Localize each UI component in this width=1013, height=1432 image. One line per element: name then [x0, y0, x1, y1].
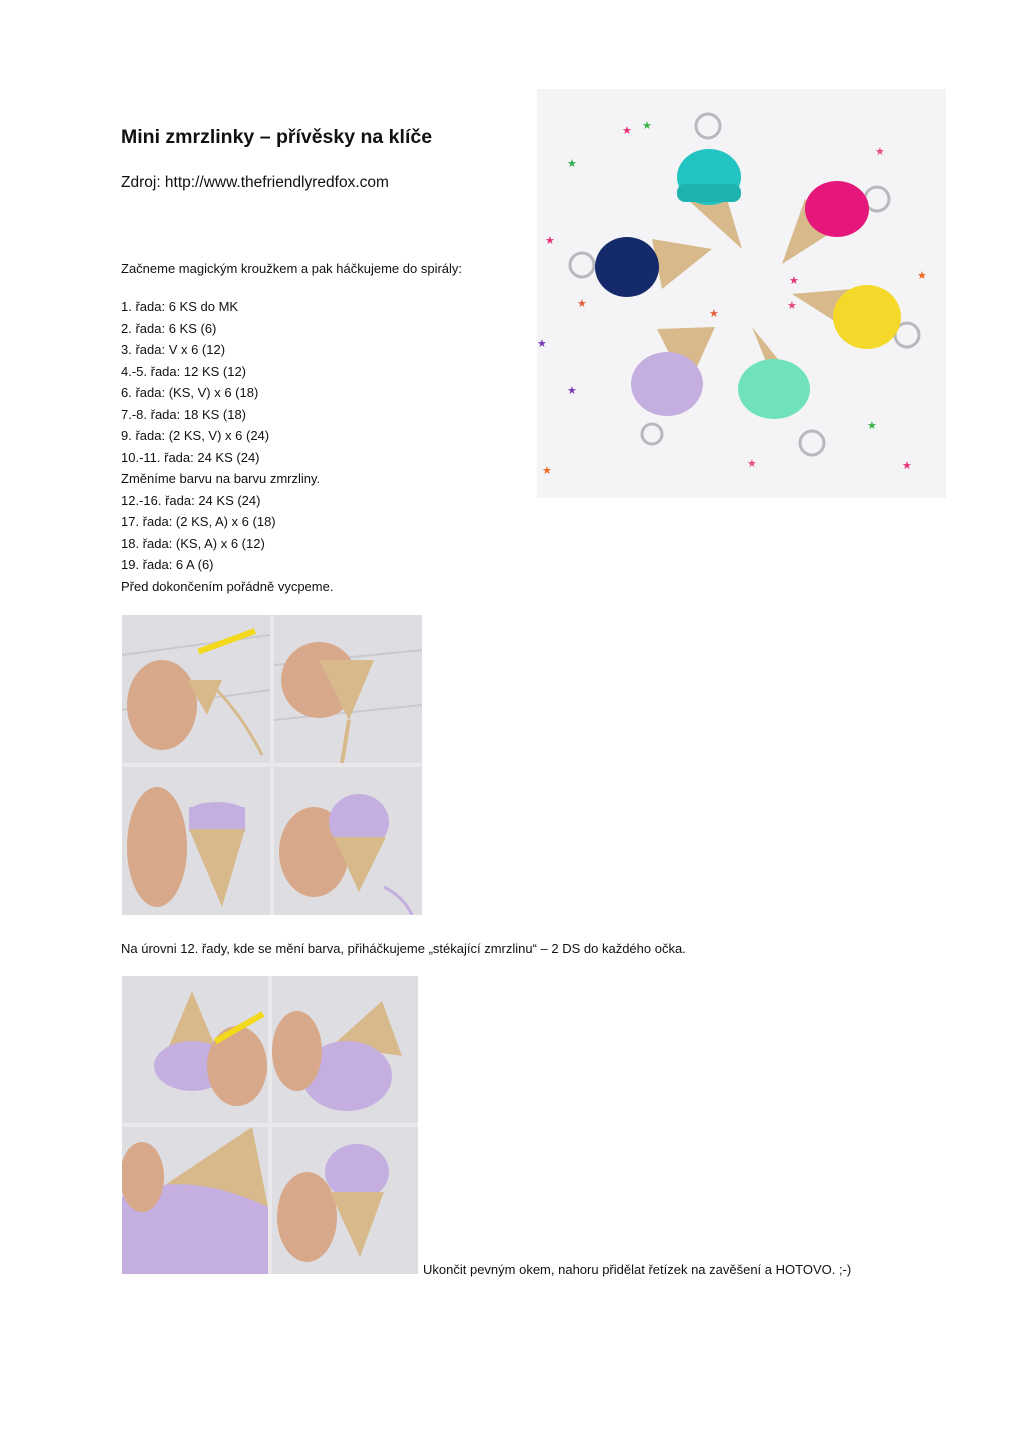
row-line: 1. řada: 6 KS do MK: [121, 299, 239, 314]
photo-grid-drip: [122, 976, 418, 1274]
svg-text:★: ★: [789, 274, 799, 287]
drip-instruction: Na úrovni 12. řady, kde se mění barva, přiháčkujeme „stékající zmrzlinu“ – 2 DS do každého očka.: [121, 941, 686, 956]
photo-cone-start: [122, 615, 270, 763]
row-line: 17. řada: (2 KS, A) x 6 (18): [121, 514, 276, 529]
row-line: 3. řada: V x 6 (12): [121, 342, 226, 357]
row-line: 6. řada: (KS, V) x 6 (18): [121, 385, 259, 400]
photo-icecream-top: [274, 767, 422, 915]
svg-text:★: ★: [787, 299, 797, 312]
row-line: Před dokončením pořádně vycpeme.: [121, 578, 334, 594]
svg-text:★: ★: [709, 307, 719, 320]
photo-drip-progress: [272, 976, 418, 1123]
svg-text:★: ★: [902, 459, 912, 472]
row-line: 12.-16. řada: 24 KS (24): [121, 492, 261, 508]
svg-text:★: ★: [875, 145, 885, 158]
rows-list: [121, 296, 521, 597]
final-instruction: Ukončit pevným okem, nahoru přidělat řetízek na zavěšení a HOTOVO. ;-): [423, 1262, 852, 1277]
svg-text:★: ★: [642, 119, 652, 132]
svg-text:★: ★: [622, 124, 632, 137]
intro-text: Začneme magickým kroužkem a pak háčkujeme do spirály:: [121, 261, 463, 276]
svg-text:★: ★: [537, 337, 547, 350]
page-title: Mini zmrzlinky – přívěsky na klíče: [121, 126, 433, 148]
row-line: 18. řada: (KS, A) x 6 (12): [121, 535, 265, 551]
row-line: 4.-5. řada: 12 KS (12): [121, 363, 247, 379]
svg-text:★: ★: [747, 457, 757, 470]
row-line: 9. řada: (2 KS, V) x 6 (24): [121, 428, 270, 443]
photo-color-change: [122, 767, 270, 915]
photo-grid-cone: [122, 615, 422, 915]
svg-text:★: ★: [577, 297, 587, 310]
svg-text:★: ★: [867, 419, 877, 432]
row-line: 2. řada: 6 KS (6): [121, 320, 217, 336]
svg-text:★: ★: [545, 234, 555, 247]
photo-drip-start: [122, 976, 268, 1123]
hero-photo-keychains: [537, 89, 946, 498]
svg-text:★: ★: [542, 464, 552, 477]
row-line: 7.-8. řada: 18 KS (18): [121, 406, 247, 422]
photo-finished-icecream: [272, 1127, 418, 1274]
row-line: 10.-11. řada: 24 KS (24): [121, 449, 260, 465]
row-line: Změníme barvu na barvu zmrzliny.: [121, 471, 321, 486]
svg-text:★: ★: [917, 269, 927, 282]
photo-cone-complete: [274, 615, 422, 763]
row-line: 19. řada: 6 A (6): [121, 557, 214, 572]
source-link[interactable]: Zdroj: http://www.thefriendlyredfox.com: [121, 174, 389, 191]
svg-text:★: ★: [567, 157, 577, 170]
photo-drip-closeup: [122, 1127, 268, 1274]
svg-text:★: ★: [567, 384, 577, 397]
